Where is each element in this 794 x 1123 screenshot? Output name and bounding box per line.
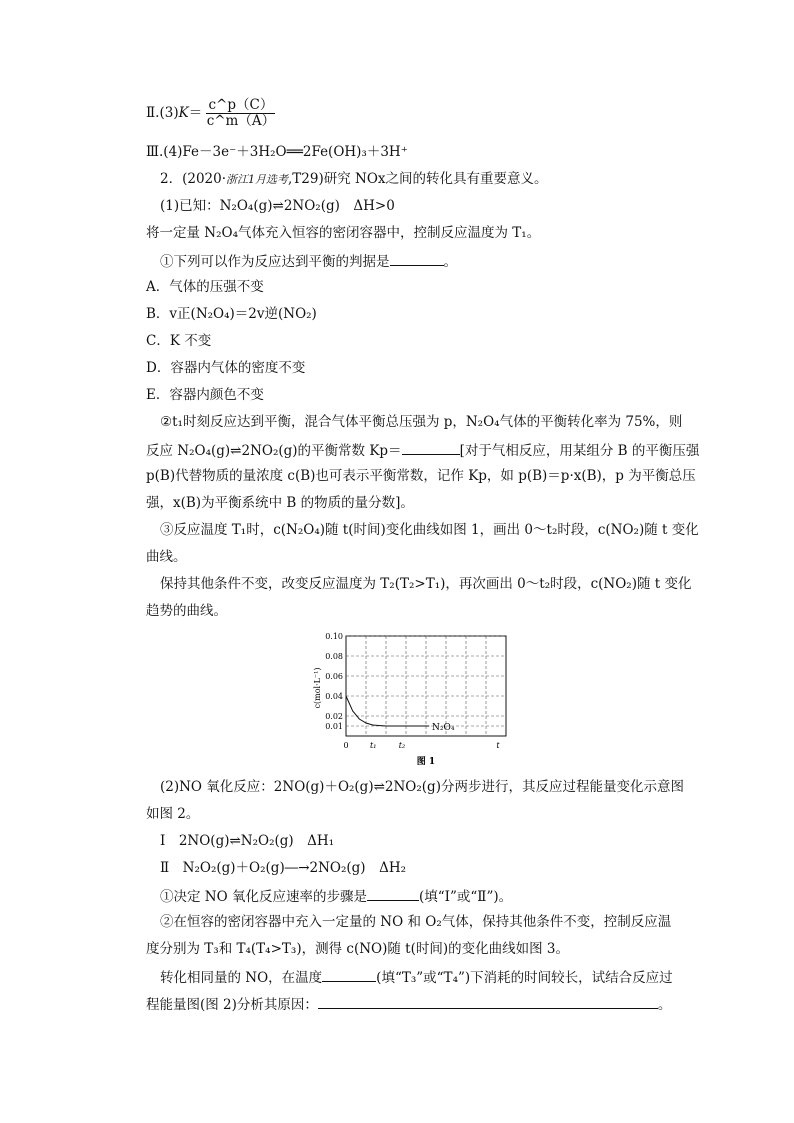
q2-line-3: p(B)代替物质的量浓度 c(B)也可表示平衡常数，记作 Kp，如 p(B)＝p·x(B)，p 为平衡总压 [146, 468, 696, 484]
q1-text: ①下列可以作为反应达到平衡的判据是 [160, 254, 390, 270]
q2-kp: 反应 N₂O₄(g)⇌2NO₂(g)的平衡常数 Kp＝ [146, 443, 402, 459]
q2-source: 浙江1月选考 [226, 173, 289, 186]
item-label: Ⅱ.(3) [146, 105, 179, 121]
equals: ＝ [188, 105, 203, 121]
series-label-n2o4: N₂O₄ [432, 723, 455, 733]
p2-line-1: (2)NO 氧化反应：2NO(g)＋O₂(g)⇌2NO₂(g)分两步进行，其反应过程能量变化示意图 [160, 779, 684, 795]
y-tick-label: 0.04 [325, 692, 343, 701]
p2-line-2: 如图 2。 [146, 806, 200, 822]
q2-line-4: 强，x(B)为平衡系统中 B 的物质的量分数]。 [146, 495, 414, 511]
y-tick-label: 0.06 [325, 672, 343, 681]
q2-note: [对于气相反应，用某组分 B 的平衡压强 [459, 443, 700, 459]
y-tick-label: 0.10 [325, 632, 343, 641]
option-e: E．容器内颜色不变 [146, 387, 264, 403]
k-numerator: c^p（C） [208, 97, 274, 113]
q3-line-4: 趋势的曲线。 [146, 603, 227, 619]
k-fraction [206, 98, 275, 129]
q2-year: 2．(2020· [160, 171, 227, 187]
p2-q3-text: 转化相同量的 NO，在温度 [160, 970, 323, 986]
x-tick-label: t₂ [398, 741, 406, 750]
step-2: Ⅱ N₂O₂(g)＋O₂(g)―→2NO₂(g) ΔH₂ [160, 860, 407, 876]
answer-blank-3[interactable] [367, 886, 419, 901]
answer-blank-5[interactable] [318, 994, 658, 1009]
q3-line-2: 曲线。 [146, 549, 187, 565]
q2-line-2 [146, 440, 699, 460]
y-tick-label: 0.08 [325, 652, 343, 661]
q1-line [160, 251, 457, 271]
x-tick-label: t [496, 741, 500, 750]
x-tick-label: t₁ [369, 741, 377, 750]
q3-line-1: ③反应温度 T₁时，c(N₂O₄)随 t(时间)变化曲线如图 1，画出 0～t₂时段，c(NO₂)随 t 变化 [160, 522, 699, 538]
answer-blank-4[interactable] [322, 967, 376, 982]
option-b: B．v正(N₂O₄)＝2v逆(NO₂) [146, 306, 317, 322]
electrode-equation: Ⅲ.(4)Fe－3e⁻＋3H₂O══2Fe(OH)₃＋3H⁺ [146, 144, 408, 160]
option-c: C．K 不变 [146, 333, 212, 349]
step-1: Ⅰ 2NO(g)⇌N₂O₂(g) ΔH₁ [160, 833, 335, 849]
p2-q3-reason: 程能量图(图 2)分析其原因： [146, 997, 318, 1013]
q2-text: ,T29)研究 NOx之间的转化具有重要意义。 [288, 171, 548, 187]
figure-1-chart [306, 628, 516, 768]
y-ticks [325, 632, 343, 731]
p2-q1-end: (填“Ⅰ”或“Ⅱ”)。 [418, 889, 513, 905]
p2-q3-tail: (填“T₃”或“T₄”)下消耗的时间较长，试结合反应过 [376, 970, 673, 986]
x-ticks [343, 741, 500, 750]
eq-k-line [146, 96, 275, 130]
k-denominator: c^m（A） [206, 113, 276, 129]
answer-blank-2[interactable] [402, 440, 460, 455]
p2-q3-line-1 [160, 967, 673, 987]
q2-line-1: ②t₁时刻反应达到平衡，混合气体平衡总压强为 p，N₂O₄气体的平衡转化率为 75%，则 [160, 414, 683, 430]
q3-line-3: 保持其他条件不变，改变反应温度为 T₂(T₂>T₁)，再次画出 0～t₂时段，c(NO₂)随 t 变化 [160, 576, 692, 592]
p2-q2-line-1: ②在恒容的密闭容器中充入一定量的 NO 和 O₂气体，保持其他条件不变，控制反应温 [160, 914, 672, 930]
known-reaction: (1)已知：N₂O₄(g)⇌2NO₂(g) ΔH>0 [160, 198, 395, 214]
p2-q3-line-2 [146, 994, 671, 1014]
p2-q1-text: ①决定 NO 氧化反应速率的步骤是 [160, 889, 367, 905]
k-symbol: K [178, 105, 189, 121]
setup-text: 将一定量 N₂O₄气体充入恒容的密闭容器中，控制反应温度为 T₁。 [146, 225, 541, 241]
x-tick-label: 0 [343, 741, 349, 750]
q1-end: 。 [443, 254, 457, 270]
y-tick-label: 0.02 [325, 712, 343, 721]
p2-q2-line-2: 度分别为 T₃和 T₄(T₄>T₃)，测得 c(NO)随 t(时间)的变化曲线如图 3。 [146, 941, 569, 957]
n2o4-curve [346, 696, 429, 726]
p2-q3-end: 。 [657, 997, 672, 1013]
question-2-header [160, 170, 548, 189]
answer-blank-1[interactable] [390, 251, 444, 266]
chart-grid [346, 636, 506, 736]
figure-caption: 图 1 [416, 757, 436, 767]
option-d: D．容器内气体的密度不变 [146, 360, 306, 376]
y-axis-label: c(mol·L⁻¹) [313, 667, 322, 709]
option-a: A．气体的压强不变 [146, 279, 264, 295]
p2-q1 [160, 886, 512, 906]
y-tick-label: 0.01 [325, 722, 343, 731]
